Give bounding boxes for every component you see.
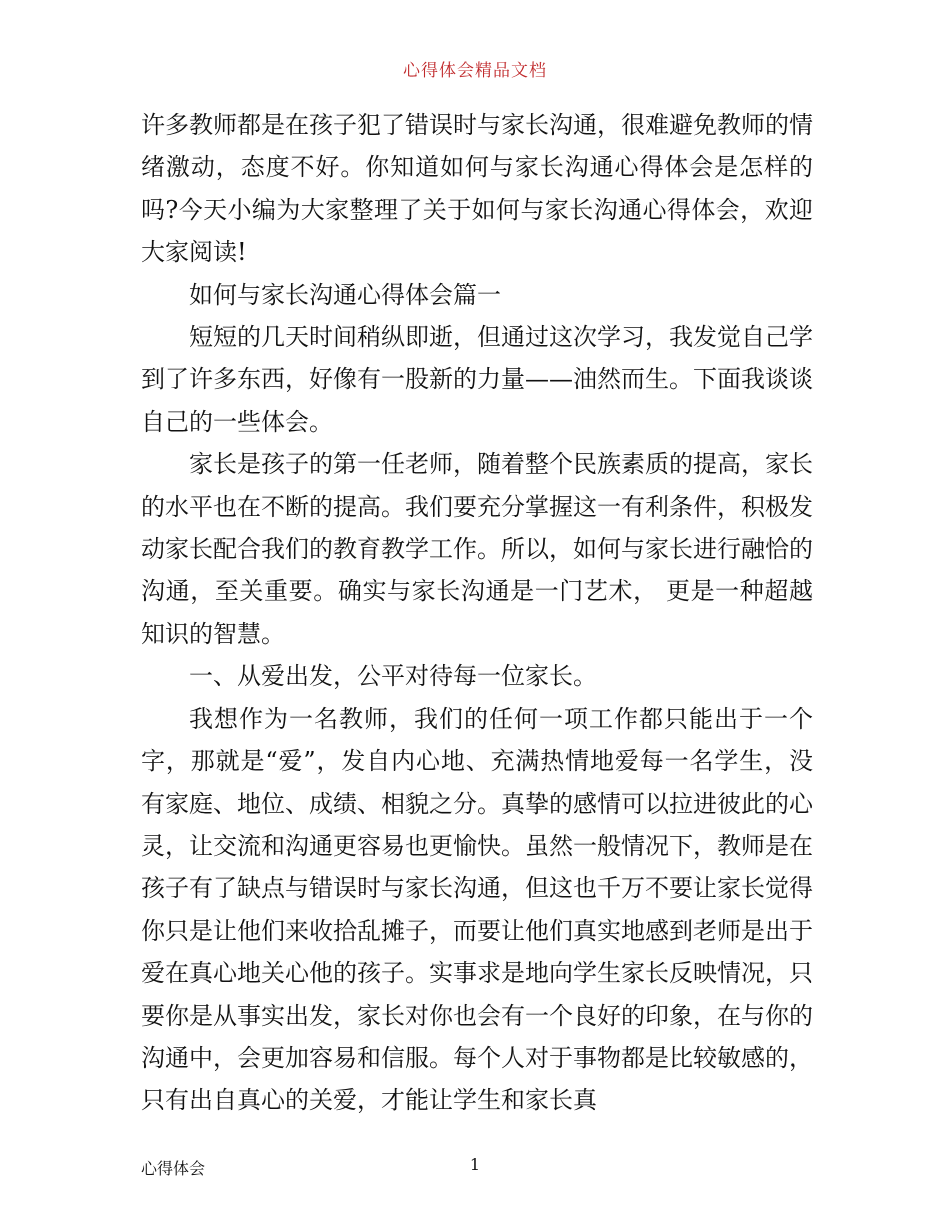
paragraph: 家长是孩子的第一任老师，随着整个民族素质的提高，家长的水平也在不断的提高。我们要充分掌握这一有利条件，积极发动家长配合我们的教育教学工作。所以，如何与家长进行融恰的沟通，至关重要。确实与家长沟通是一门艺术， 更是一种超越知识的智慧。: [141, 450, 813, 648]
paragraph-intro: 许多教师都是在孩子犯了错误时与家长沟通，很难避免教师的情绪激动，态度不好。你知道如何与家长沟通心得体会是怎样的吗?今天小编为大家整理了关于如何与家长沟通心得体会，欢迎大家阅读!: [141, 111, 813, 267]
paragraph: 短短的几天时间稍纵即逝，但通过这次学习，我发觉自己学到了许多东西，好像有一股新的力量——油然而生。下面我谈谈自己的一些体会。: [141, 323, 813, 436]
page-header-title: 心得体会精品文档: [403, 61, 547, 81]
footer-label: 心得体会: [141, 1159, 206, 1178]
section-title: 如何与家长沟通心得体会篇一: [189, 280, 501, 309]
paragraph: 我想作为一名教师，我们的任何一项工作都只能出于一个字，那就是“爱”，发自内心地、充满热情地爱每一名学生，没有家庭、地位、成绩、相貌之分。真挚的感情可以拉进彼此的心灵，让交流和沟通更容易也更愉快。虽然一般情况下，教师是在孩子有了缺点与错误时与家长沟通，但这也千万不要让家长觉得你只是让他们来收拾乱摊子，而要让他们真实地感到老师是出于爱在真心地关心他的孩子。实事求是地向学生家长反映情况，只要你是从事实出发，家长对你也会有一个良好的印象，在与你的沟通中，会更加容易和信服。每个人对于事物都是比较敏感的，只有出自真心的关爱，才能让学生和家长真: [141, 704, 813, 1115]
subheading: 一、从爱出发，公平对待每一位家长。: [189, 662, 597, 691]
page-number: 1: [469, 1155, 481, 1174]
document-body: [141, 104, 813, 1122]
